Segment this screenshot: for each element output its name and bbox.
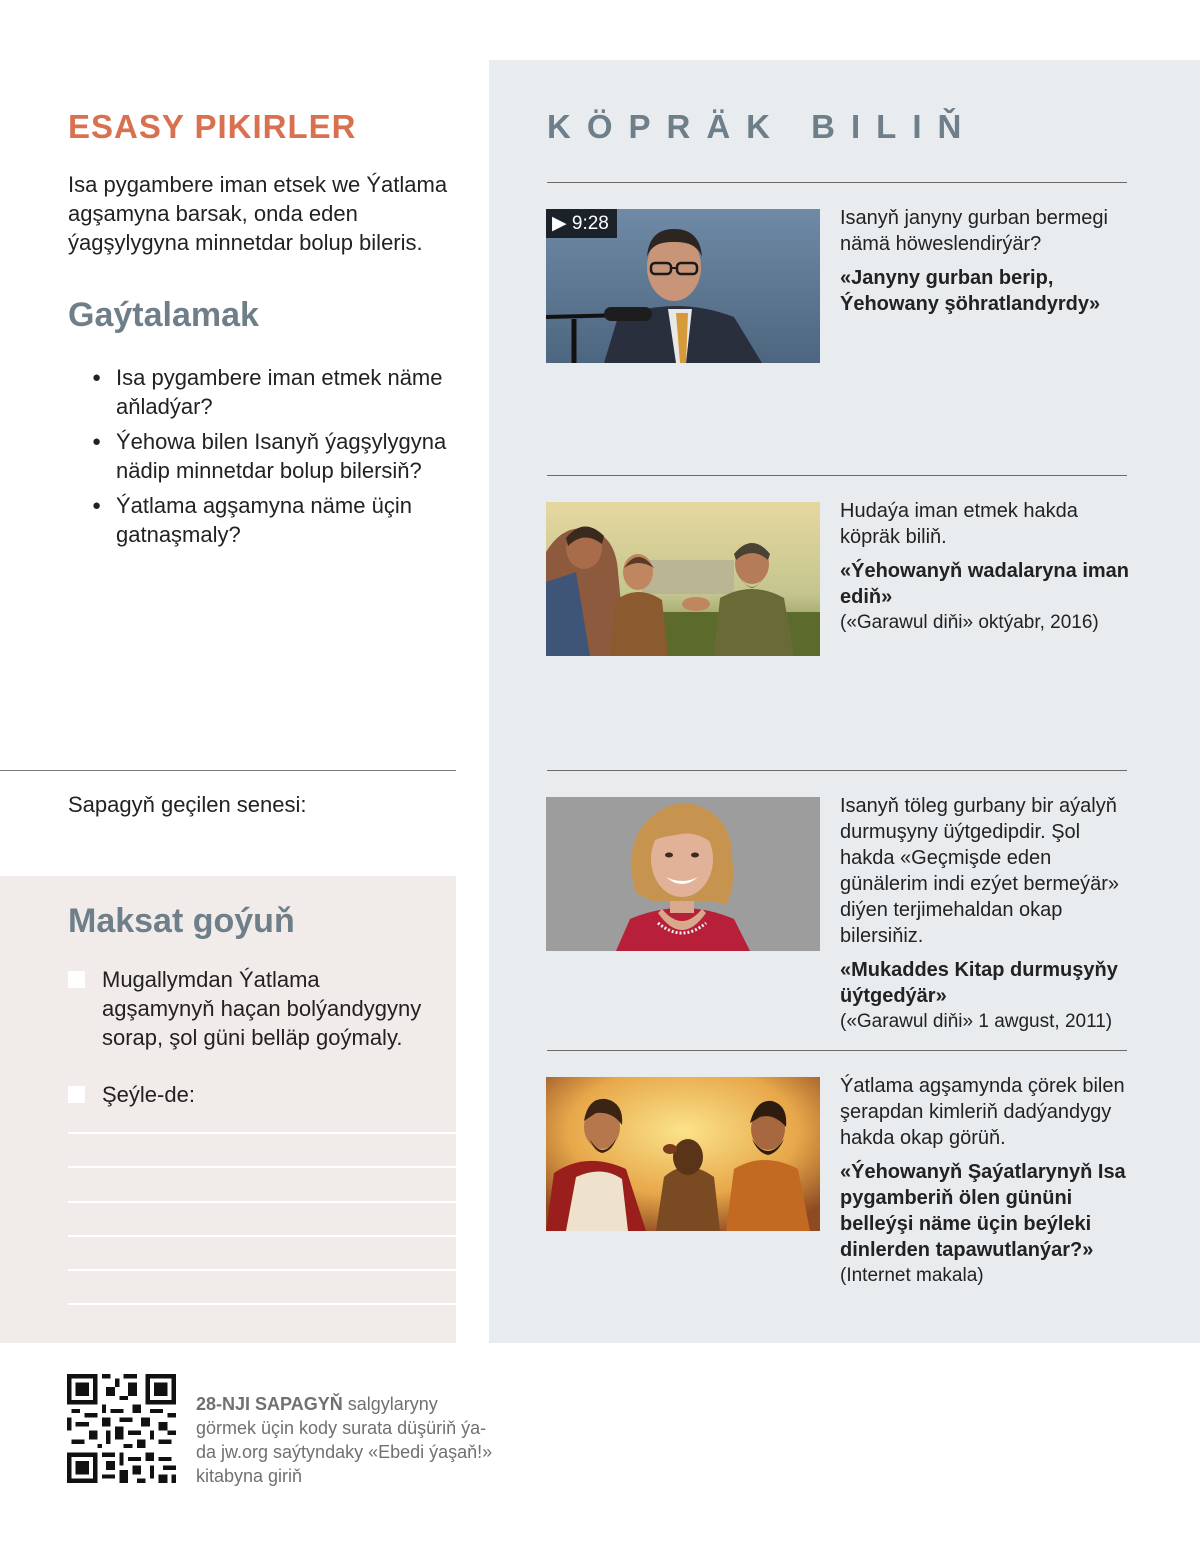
goal-item-text: Mugallymdan Ýatlama agşamynyň haçan bolýandygyny sorap, şol güni belläp goýmaly. <box>102 967 422 1050</box>
card-link-title[interactable]: «Janyny gurban berip, Ýehowany şöhratlandyrdy» <box>840 267 1101 315</box>
writing-line[interactable] <box>68 1132 456 1134</box>
noah-with-men-image <box>546 502 820 656</box>
review-list <box>92 363 472 555</box>
jesus-with-apostles-image <box>546 1077 820 1231</box>
learn-more-panel <box>489 60 1200 1343</box>
qr-code-icon[interactable] <box>67 1374 176 1483</box>
lesson-reference: 28-NJI SAPAGYŇ <box>196 1394 343 1414</box>
learn-more-title: KÖPRÄK BILIŇ <box>547 108 978 145</box>
qr-instructions: 28-NJI SAPAGYŇ salgylaryny görmek üçin kody surata düşüriň ýa-da jw.org saýtyndaky «Ebedi ýaşaň!» kitabyna giriň <box>196 1394 493 1486</box>
article-thumbnail[interactable] <box>546 1077 820 1231</box>
divider <box>547 770 1127 771</box>
video-thumbnail[interactable] <box>546 209 820 363</box>
video-duration-badge: ▶ 9:28 <box>546 209 617 238</box>
review-title: Gaýtalamak <box>68 296 259 334</box>
writing-line[interactable] <box>68 1235 456 1237</box>
card-intro: Isanyň töleg gurbany bir aýalyň durmuşyny üýtgedipdir. Şol hakda «Geçmişde eden günälerim indi ezýet bermeýär» diýen terjimehaldan okap bilersiňiz. <box>840 795 1120 947</box>
card-link-title[interactable]: «Ýehowanyň wadalaryna iman ediň» <box>840 560 1129 608</box>
card-link-title[interactable]: «Mukaddes Kitap durmuşyňy üýtgedýär» <box>840 959 1118 1007</box>
card-source: («Garawul diňi» 1 awgust, 2011) <box>840 1011 1113 1032</box>
goal-box <box>0 876 456 1343</box>
divider <box>0 770 456 771</box>
card-intro: Ýatlama agşamynda çörek bilen şerapdan kimleriň dadýandygy hakda okap görüň. <box>840 1075 1125 1149</box>
card-link-title[interactable]: «Ýehowanyň Şaýatlarynyň Isa pygamberiň ölen gününi belleýşi näme üçin beýleki dinlerden tapawutlanýar?» <box>840 1161 1126 1261</box>
writing-line[interactable] <box>68 1269 456 1271</box>
card-intro: Isanyň janyny gurban bermegi nämä höweslendirýär? <box>840 207 1108 255</box>
learn-more-card <box>840 498 1130 636</box>
learn-more-card <box>840 1073 1130 1289</box>
divider <box>547 182 1127 183</box>
smiling-woman-image <box>546 797 820 951</box>
writing-line[interactable] <box>68 1303 456 1305</box>
review-question: ● Ýatlama agşamyna näme üçin gatnaşmaly? <box>92 491 472 549</box>
article-thumbnail[interactable] <box>546 502 820 656</box>
learn-more-card <box>840 205 1130 317</box>
lesson-date-label: Sapagyň geçilen senesi: <box>68 792 307 817</box>
divider <box>547 1050 1127 1051</box>
goal-item <box>68 965 438 1052</box>
review-question: ● Isa pygambere iman etmek näme aňladýar? <box>92 363 472 421</box>
article-thumbnail[interactable] <box>546 797 820 951</box>
goal-item <box>68 1080 438 1109</box>
learn-more-card <box>840 793 1130 1035</box>
key-points-text: Isa pygambere iman etsek we Ýatlama agşamyna barsak, onda eden ýagşylygyna minnetdar bolup bileris. <box>68 172 448 255</box>
writing-line[interactable] <box>68 1201 456 1203</box>
key-points-title: ESASY PIKIRLER <box>68 108 357 145</box>
goal-checkbox[interactable] <box>68 971 85 988</box>
goal-item-text: Şeýle-de: <box>102 1082 195 1107</box>
review-question: ● Ýehowa bilen Isanyň ýagşylygyna nädip minnetdar bolup bilersiň? <box>92 427 472 485</box>
card-source: (Internet makala) <box>840 1265 984 1286</box>
goal-checkbox[interactable] <box>68 1086 85 1103</box>
card-intro: Hudaýa iman etmek hakda köpräk biliň. <box>840 500 1078 548</box>
goal-title: Maksat goýuň <box>68 902 295 940</box>
card-source: («Garawul diňi» oktýabr, 2016) <box>840 612 1099 633</box>
divider <box>547 475 1127 476</box>
writing-line[interactable] <box>68 1166 456 1168</box>
